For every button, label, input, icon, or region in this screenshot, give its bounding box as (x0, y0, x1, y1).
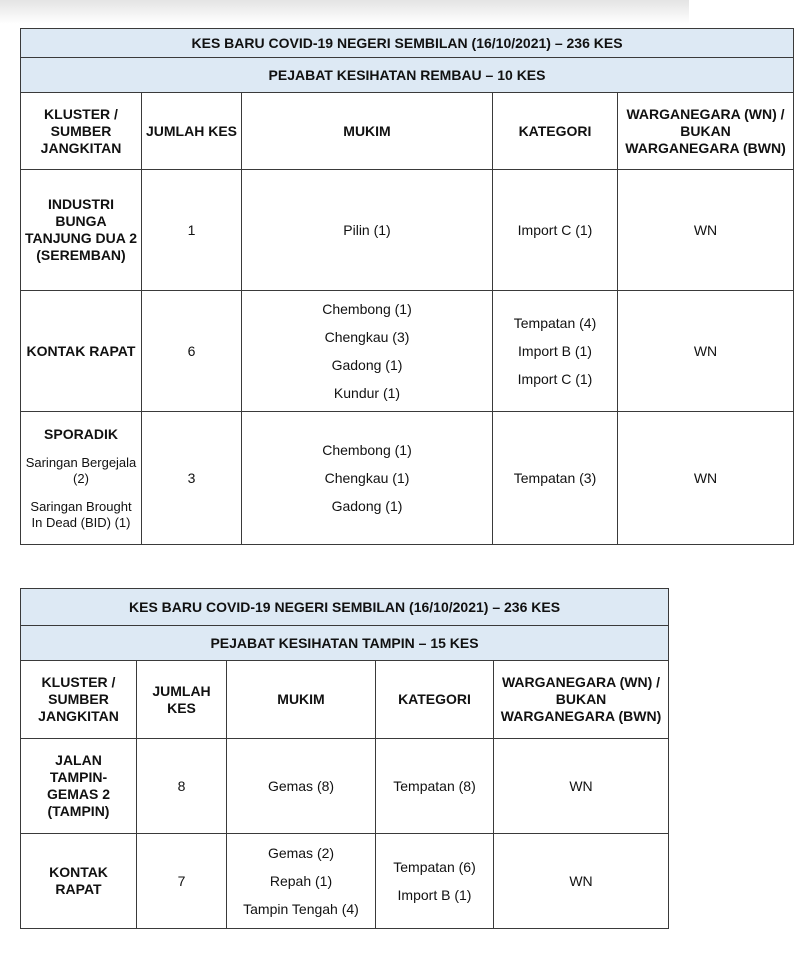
tampin-case-table-body (20, 588, 669, 929)
rembau-case-table (20, 28, 794, 545)
cell-jumlah: 6 (142, 291, 242, 412)
cell-mukim (242, 170, 493, 291)
table-row (21, 739, 669, 834)
cell-warganegara: WN (494, 834, 669, 929)
table-row (21, 291, 794, 412)
kategori-item: Import C (1) (517, 222, 593, 238)
table-title: KES BARU COVID-19 NEGERI SEMBILAN (16/10/2021) – 236 KES (21, 589, 669, 626)
cell-mukim (227, 834, 376, 929)
cell-kluster: INDUSTRI BUNGA TANJUNG DUA 2 (SEREMBAN) (21, 170, 142, 291)
cell-jumlah: 7 (137, 834, 227, 929)
cell-warganegara: WN (618, 412, 794, 545)
cell-kluster: KONTAK RAPAT (21, 834, 137, 929)
table-subtitle: PEJABAT KESIHATAN REMBAU – 10 KES (21, 58, 794, 93)
header-kluster: KLUSTER / SUMBER JANGKITAN (21, 661, 137, 739)
table-subtitle: PEJABAT KESIHATAN TAMPIN – 15 KES (21, 626, 669, 661)
kluster-subitem: Saringan Bergejala (2) (25, 454, 137, 486)
mukim-item: Kundur (1) (333, 385, 401, 401)
cell-jumlah: 8 (137, 739, 227, 834)
header-warganegara: WARGANEGARA (WN) / BUKAN WARGANEGARA (BWN) (618, 93, 794, 170)
kluster-subitem: Saringan Brought In Dead (BID) (1) (30, 498, 132, 530)
cell-kluster: JALAN TAMPIN-GEMAS 2 (TAMPIN) (21, 739, 137, 834)
cell-kategori (376, 834, 494, 929)
kategori-item: Tempatan (3) (513, 470, 597, 486)
header-mukim: MUKIM (242, 93, 493, 170)
table-row (21, 170, 794, 291)
header-warganegara: WARGANEGARA (WN) / BUKAN WARGANEGARA (BWN) (494, 661, 669, 739)
header-kategori: KATEGORI (376, 661, 494, 739)
mukim-item: Tampin Tengah (4) (243, 901, 359, 917)
cell-kluster: KONTAK RAPAT (21, 291, 142, 412)
header-kluster: KLUSTER / SUMBER JANGKITAN (21, 93, 142, 170)
header-jumlah: JUMLAH KES (142, 93, 242, 170)
header-kategori: KATEGORI (493, 93, 618, 170)
cell-mukim (242, 412, 493, 545)
header-mukim: MUKIM (227, 661, 376, 739)
table-row (21, 412, 794, 545)
cell-kategori (493, 291, 618, 412)
kategori-item: Import B (1) (518, 343, 592, 359)
cell-kategori (493, 170, 618, 291)
mukim-item: Repah (1) (269, 873, 333, 889)
cell-warganegara: WN (494, 739, 669, 834)
mukim-item: Gemas (2) (267, 845, 335, 861)
kategori-item: Tempatan (8) (393, 778, 476, 794)
mukim-item: Gadong (1) (331, 357, 403, 373)
kategori-item: Tempatan (4) (513, 315, 597, 331)
header-jumlah: JUMLAH KES (137, 661, 227, 739)
cell-kategori (493, 412, 618, 545)
cell-warganegara: WN (618, 291, 794, 412)
mukim-item: Chembong (1) (322, 301, 412, 317)
cell-jumlah: 3 (142, 412, 242, 545)
mukim-item: Gadong (1) (331, 498, 403, 514)
kategori-item: Tempatan (6) (393, 859, 476, 875)
cell-mukim (227, 739, 376, 834)
mukim-item: Chembong (1) (322, 442, 412, 458)
mukim-item: Gemas (8) (267, 778, 335, 794)
cell-warganegara: WN (618, 170, 794, 291)
cell-kategori (376, 739, 494, 834)
table-title: KES BARU COVID-19 NEGERI SEMBILAN (16/10/2021) – 236 KES (21, 29, 794, 58)
mukim-item: Chengkau (1) (324, 470, 410, 486)
cell-jumlah: 1 (142, 170, 242, 291)
page-shadow (0, 0, 689, 24)
table-row (21, 834, 669, 929)
kategori-item: Import B (1) (397, 887, 472, 903)
kategori-item: Import C (1) (517, 371, 593, 387)
mukim-item: Pilin (1) (343, 222, 391, 238)
cell-mukim (242, 291, 493, 412)
cell-kluster (21, 412, 142, 545)
kluster-title: SPORADIK (44, 425, 118, 442)
mukim-item: Chengkau (3) (324, 329, 410, 345)
